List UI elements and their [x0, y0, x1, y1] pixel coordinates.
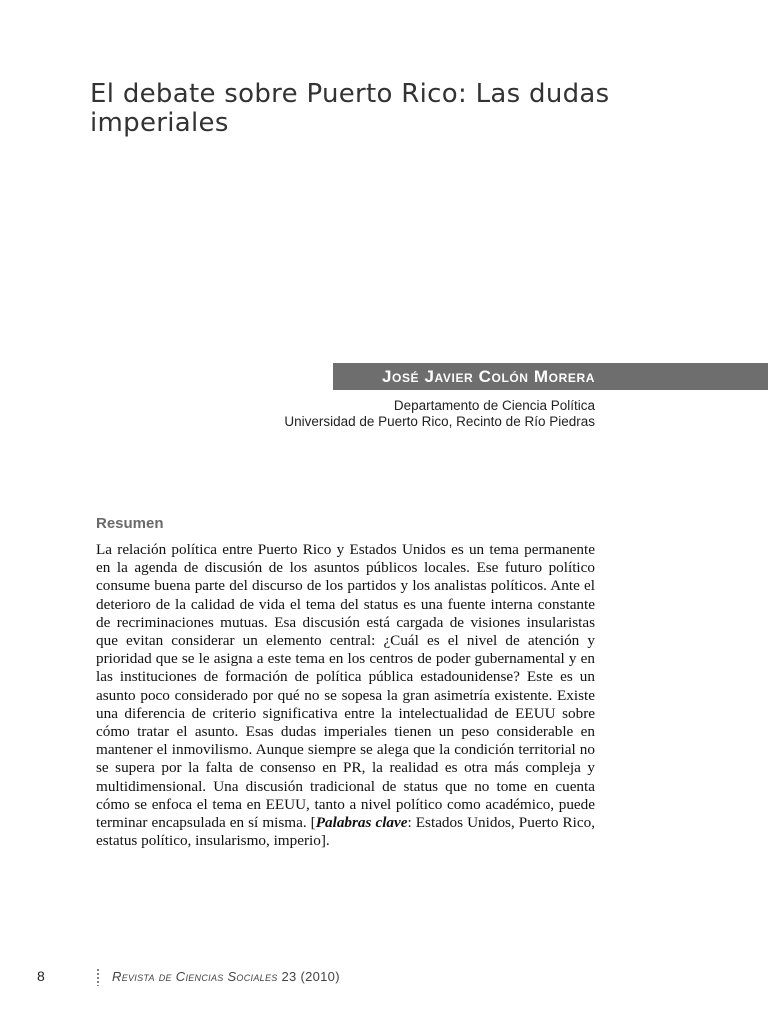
keywords-label: Palabras clave	[315, 814, 408, 832]
keywords-list: : Estados Unidos, Puerto Rico, estatus político, insularismo, imperio].	[96, 814, 595, 850]
author-name: José Javier Colón Morera	[381, 367, 595, 386]
footer-divider	[97, 968, 99, 986]
abstract-text: La relación política entre Puerto Rico y Estados Unidos es un tema permanente en la agenda de discusión de los asuntos públicos locales. Ese futuro político consume buena parte del discurso de los partidos y los analistas políticos. Ante el deterioro de la calidad de vida el tema del status es una fuente interna constante de recriminaciones mutuas. Esa discusión está cargada de visiones insularistas que evitan considerar un elemento central: ¿Cuál es el nivel de atención y prioridad que se le asigna a este tema en los centros de poder gubernamental y en las instituciones de formación de política pública estadounidense? Este es un asunto poco considerado por qué no se sopesa la gran asimetría existente. Existe una diferencia de criterio significativa entre la intelectualidad de EEUU sobre cómo tratar el asunto. Esas dudas imperiales tienen un peso considerable en mantener el inmovilismo. Aunque siempre se alega que la condición territorial no se supera por la falta de consenso en PR, la realidad es otra más compleja y multidimensional. Una discusión tradicional de status que no tome en cuenta cómo se enfoca el tema en EEUU, tanto a nivel político como académico, puede terminar encapsulada en sí misma. [	[96, 541, 595, 832]
page-footer	[0, 966, 768, 990]
author-affiliation	[284, 398, 595, 430]
journal-volume: 23 (2010)	[281, 969, 340, 984]
abstract-body	[96, 541, 595, 850]
affiliation-department: Departamento de Ciencia Política	[393, 398, 595, 413]
affiliation-university: Universidad de Puerto Rico, Recinto de Río Piedras	[284, 414, 595, 429]
article-title: El debate sobre Puerto Rico: Las dudas imperiales	[90, 79, 610, 138]
journal-title: Revista de Ciencias Sociales	[112, 969, 278, 984]
abstract-heading: Resumen	[96, 515, 164, 532]
page-number: 8	[37, 968, 45, 984]
author-bar	[333, 363, 768, 390]
journal-name	[112, 969, 340, 984]
